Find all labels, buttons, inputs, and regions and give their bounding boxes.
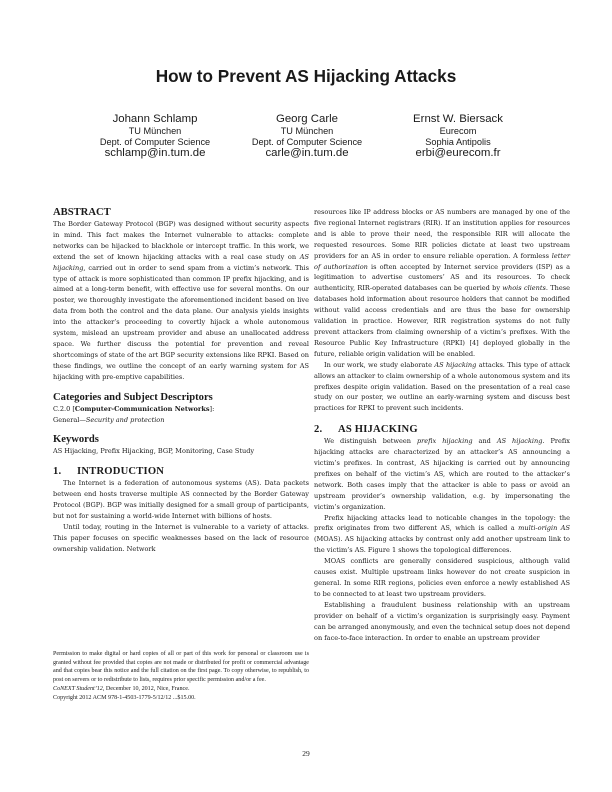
author-affiliation: TU München [128, 126, 182, 136]
category-name: Computer-Communication Networks [74, 404, 210, 413]
paragraph [314, 436, 570, 512]
abstract-heading: ABSTRACT [53, 207, 111, 218]
author-name: Ernst W. Biersack [413, 113, 503, 125]
paragraph: The Internet is a federation of autonomous systems (AS). Data packets between end hosts traverse multiple AS connected by the Border Gateway Protocol (BGP). BGP was initially designed for a small group of participants, but not for sustaining a world-wide Internet with billions of hosts. [53, 479, 309, 521]
author-email: erbi@eurecom.fr [415, 147, 501, 160]
text-run: is often accepted by Internet service providers (ISP) as a legitimation to advertise customers’ AS and its resources. To check authenticity, RIR-operated databases can be queried by [314, 262, 570, 293]
left-column [53, 206, 309, 555]
emphasis: Security and protection [85, 415, 165, 424]
text-run: (MOAS). AS hijacking attacks by contrast only add another upstream link to the victim’s AS. Figure 1 shows the topological differences. [314, 535, 570, 555]
abstract-text [53, 219, 309, 383]
emphasis: prefix hijacking [416, 437, 473, 446]
author-email: schlamp@in.tum.de [104, 147, 206, 160]
author-department: Sophia Antipolis [425, 136, 491, 147]
permission-text: Permission to make digital or hard copies of all or part of this work for personal or classroom use is granted without fee provided that copies are not made or distributed for profit or commercial advantage and that copies bear this notice and the full citation on the first page. To copy otherwise, to republish, to post on servers or to redistribute to lists, requires prior specific permission and/or a fee. [53, 651, 309, 684]
emphasis: AS hijacking [434, 360, 477, 369]
author-email: carle@in.tum.de [265, 147, 349, 160]
text-run: resources like IP address blocks or AS numbers are managed by one of the five regional Internet registrars (RIR). If an institution applies for resources and is able to prove their need, the responsible RIR will allocate the requested resources. Some RIR policies dictate at least two upstream providers for an AS in order to ensure reliable operation. A formless [314, 208, 570, 260]
author-affiliation: TU München [280, 126, 334, 136]
emphasis: whois clients [502, 284, 546, 293]
text-run: . Prefix hijacking attacks are characterized by an attacker’s AS announcing a victim’s prefixes. In contrast, AS hijacking is carried out by announcing prefixes on behalf of the victim’s AS, which are routed to the attacker’s network. Both cases imply that the attacker is able to pass or avoid an upstream provider’s ownership validation, e.g. by impersonating the victim’s organization. [314, 437, 570, 511]
section-heading [53, 465, 309, 478]
conference-name: CoNEXT Student’12, [53, 685, 105, 692]
text-run: Prefix hijacking attacks lead to noticable changes in the topology: the prefix originates from two different AS, which is called a [314, 513, 570, 533]
emphasis: AS hijacking [53, 252, 309, 272]
text-run: We distinguish between [324, 437, 417, 446]
paper-title: How to Prevent AS Hijacking Attacks [155, 66, 457, 86]
copyright-line: Copyright 2012 ACM 978-1-4503-1779-5/12/12 ...$15.00. [53, 694, 196, 701]
text-run: General— [53, 415, 86, 424]
paragraph: MOAS conflicts are generally considered suspicious, although valid causes exist. Multiple upstream links however do not create suspicion in general. In some RIR regions, policies even enforce a newly established AS to be connected to at least two upstream providers. [314, 557, 570, 598]
permission-notice [53, 650, 309, 702]
text-run: C.2.0 [ [53, 404, 75, 413]
text-run: , carried out in order to send spam from a victim’s network. This type of attack is more sophisticated than common IP prefix hijacking, and is aimed at a long-term benefit, with effective use for several months. On our poster, we thoroughly investigate the aforementioned incident based on live data from both the control and the data plane. Our analysis yields insights into the attacker’s proceeding to covertly hijack a whole autonomous system, mislead an upstream provider and abuse an unallocated address space. We further discuss the potential for prevention and reveal shortcomings of state of the art BGP security extensions like RPKI. Based on these findings, we outline the concept of an early warning system for AS hijacking with pre-emptive capabilities. [53, 263, 309, 381]
section-number: 1. [53, 466, 62, 478]
categories-text [53, 404, 309, 426]
section-number: 2. [314, 424, 323, 436]
author-block [70, 113, 240, 160]
emphasis: letter of authorization [314, 251, 570, 271]
author-department: Dept. of Computer Science [251, 136, 363, 147]
text-run: . These databases hold information about resource holders that cannot be modified without valid access credentials and are thus the base for ownership validation in practice. However, RIR registration systems do not fully prevent attackers from claiming ownership of a victim’s prefixes. With the Resource Public Key Infrastructure (RPKI) [4] deployed globally in the future, reliable origin validation will be enabled. [314, 284, 570, 358]
author-block [373, 113, 543, 160]
author-block [222, 113, 392, 160]
section-title: INTRODUCTION [77, 466, 165, 478]
section-heading [314, 423, 570, 436]
author-department: Dept. of Computer Science [99, 136, 211, 147]
text-run: The Border Gateway Protocol (BGP) was designed without security aspects in mind. This fact makes the Internet vulnerable to attacks: complete networks can be hijacked to blackhole or intercept traffic. In this work, we extend the set of known hijacking attacks with a real case study on [53, 220, 309, 261]
categories-heading: Categories and Subject Descriptors [53, 391, 213, 403]
author-name: Georg Carle [275, 113, 339, 125]
right-column [314, 207, 570, 643]
author-affiliation: Eurecom [439, 126, 477, 136]
text-run: In our work, we study elaborate [324, 360, 435, 369]
text-run: and [472, 437, 497, 446]
paragraph [314, 207, 570, 360]
paragraph [314, 360, 570, 415]
page-number: 29 [302, 749, 310, 758]
text-run: ]: [209, 404, 215, 413]
text-run: attacks. This type of attack allows an attacker to claim ownership of a whole autonomous system and its prefixes despite origin validation. Based on the presentation of a real case study on our poster, we outline an early-warning system and discuss best practices for RPKI to prevent such incidents. [314, 360, 570, 413]
keywords-text: AS Hijacking, Prefix Hijacking, BGP, Monitoring, Case Study [53, 447, 255, 456]
paragraph: Establishing a fraudulent business relationship with an upstream provider on behalf of a victim’s organization is surprisingly easy. Payment can be arranged anonymously, and even the technical setup does not depend on face-to-face interaction. In order to enable an upstream provider [314, 600, 571, 642]
author-name: Johann Schlamp [112, 113, 198, 125]
paragraph: Until today, routing in the Internet is vulnerable to a variety of attacks. This paper focuses on specific weaknesses based on the lack of resource ownership validation. Network [53, 522, 309, 553]
text-run: December 10, 2012, Nice, France. [104, 685, 190, 692]
paragraph [314, 513, 570, 557]
section-title: AS HIJACKING [338, 424, 418, 436]
emphasis: AS hijacking [496, 437, 543, 446]
conference-line [53, 685, 309, 694]
emphasis: multi-origin AS [518, 524, 570, 533]
keywords-heading: Keywords [53, 434, 99, 446]
